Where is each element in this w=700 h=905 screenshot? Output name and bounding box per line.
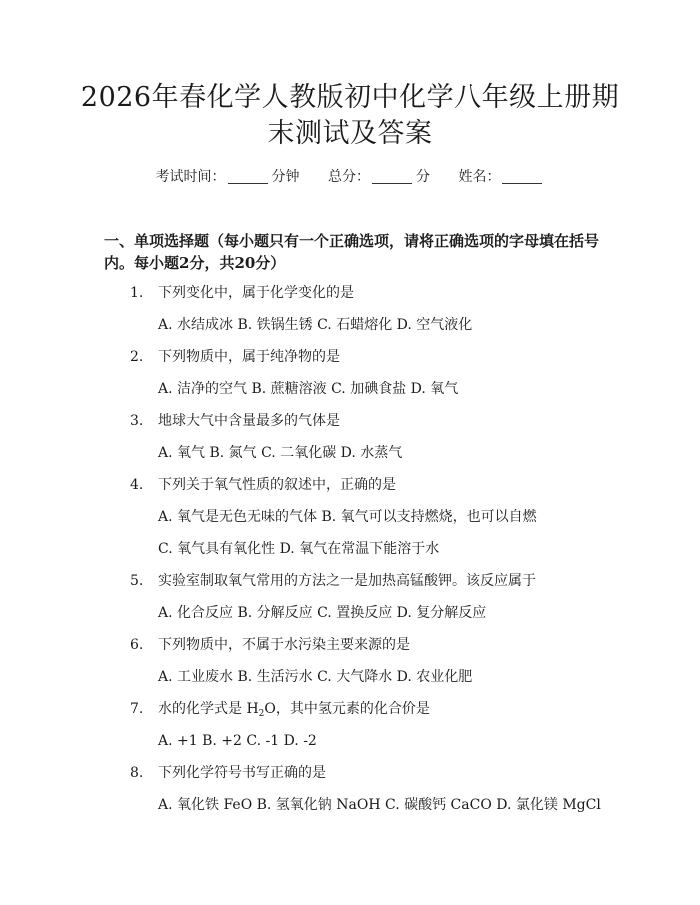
exam-title-line-1: 2026年春化学人教版初中化学八年级上册期 [80, 82, 620, 113]
question-text-part: O，其中氢元素的化合价是 [264, 701, 430, 717]
total-score-unit: 分 [416, 169, 430, 185]
question-options: A. 工业废水 B. 生活污水 C. 大气降水 D. 农业化肥 [158, 669, 473, 685]
question-number: 4. [130, 477, 144, 493]
section-1-heading: 一、单项选择题（每小题只有一个正确选项，请将正确选项的字母填在括号内。每小题2分，共20分） [104, 232, 600, 272]
subscript: 2 [258, 709, 265, 719]
question-number: 6. [130, 637, 144, 653]
student-name-label: 姓名： [458, 169, 501, 185]
question-options: A. 洁净的空气 B. 蔗糖溶液 C. 加碘食盐 D. 氧气 [158, 381, 459, 397]
question-number: 8. [130, 765, 144, 781]
student-name-blank[interactable] [502, 168, 542, 184]
question-options: A. 氧气 B. 氮气 C. 二氧化碳 D. 水蒸气 [158, 445, 403, 461]
question-number: 2. [130, 349, 144, 365]
question-number: 7. [130, 701, 144, 717]
total-score-label: 总分： [328, 169, 370, 185]
exam-time-blank[interactable] [228, 168, 268, 184]
question-options: A. 氧化铁 FeO B. 氢氧化钠 NaOH C. 碳酸钙 CaCO D. 氯化镁 MgCl [158, 797, 601, 813]
exam-time-field [156, 166, 300, 188]
question-number: 5. [130, 573, 144, 589]
question-options: C. 氧气具有氧化性 D. 氧气在常温下能溶于水 [158, 541, 440, 557]
question-text: 下列化学符号书写正确的是 [158, 765, 326, 781]
exam-meta-row [0, 166, 700, 188]
exam-title-line-2: 末测试及答案 [267, 118, 433, 149]
question-options: A. 氧气是无色无味的气体 B. 氧气可以支持燃烧，也可以自燃 [158, 509, 537, 525]
question-text [158, 698, 430, 725]
question-text: 下列变化中，属于化学变化的是 [158, 285, 354, 301]
total-score-field [328, 166, 430, 188]
question-text: 实验室制取氧气常用的方法之一是加热高锰酸钾。该反应属于 [158, 573, 536, 589]
question-number: 3. [130, 413, 144, 429]
question-options: A. 化合反应 B. 分解反应 C. 置换反应 D. 复分解反应 [158, 605, 487, 621]
question-text-part: 水的化学式是 H [158, 701, 259, 717]
question-text: 地球大气中含量最多的气体是 [158, 413, 340, 429]
question-options: A. 水结成冰 B. 铁锅生锈 C. 石蜡熔化 D. 空气液化 [158, 317, 473, 333]
question-options: A. +1 B. +2 C. -1 D. -2 [158, 733, 317, 749]
question-text: 下列物质中，不属于水污染主要来源的是 [158, 637, 410, 653]
student-name-field [458, 166, 544, 188]
question-text: 下列关于氧气性质的叙述中，正确的是 [158, 477, 396, 493]
exam-time-unit: 分钟 [271, 169, 300, 185]
total-score-blank[interactable] [372, 168, 412, 184]
exam-time-label: 考试时间： [155, 169, 226, 185]
question-text: 下列物质中，属于纯净物的是 [158, 349, 340, 365]
question-number: 1. [130, 285, 144, 301]
